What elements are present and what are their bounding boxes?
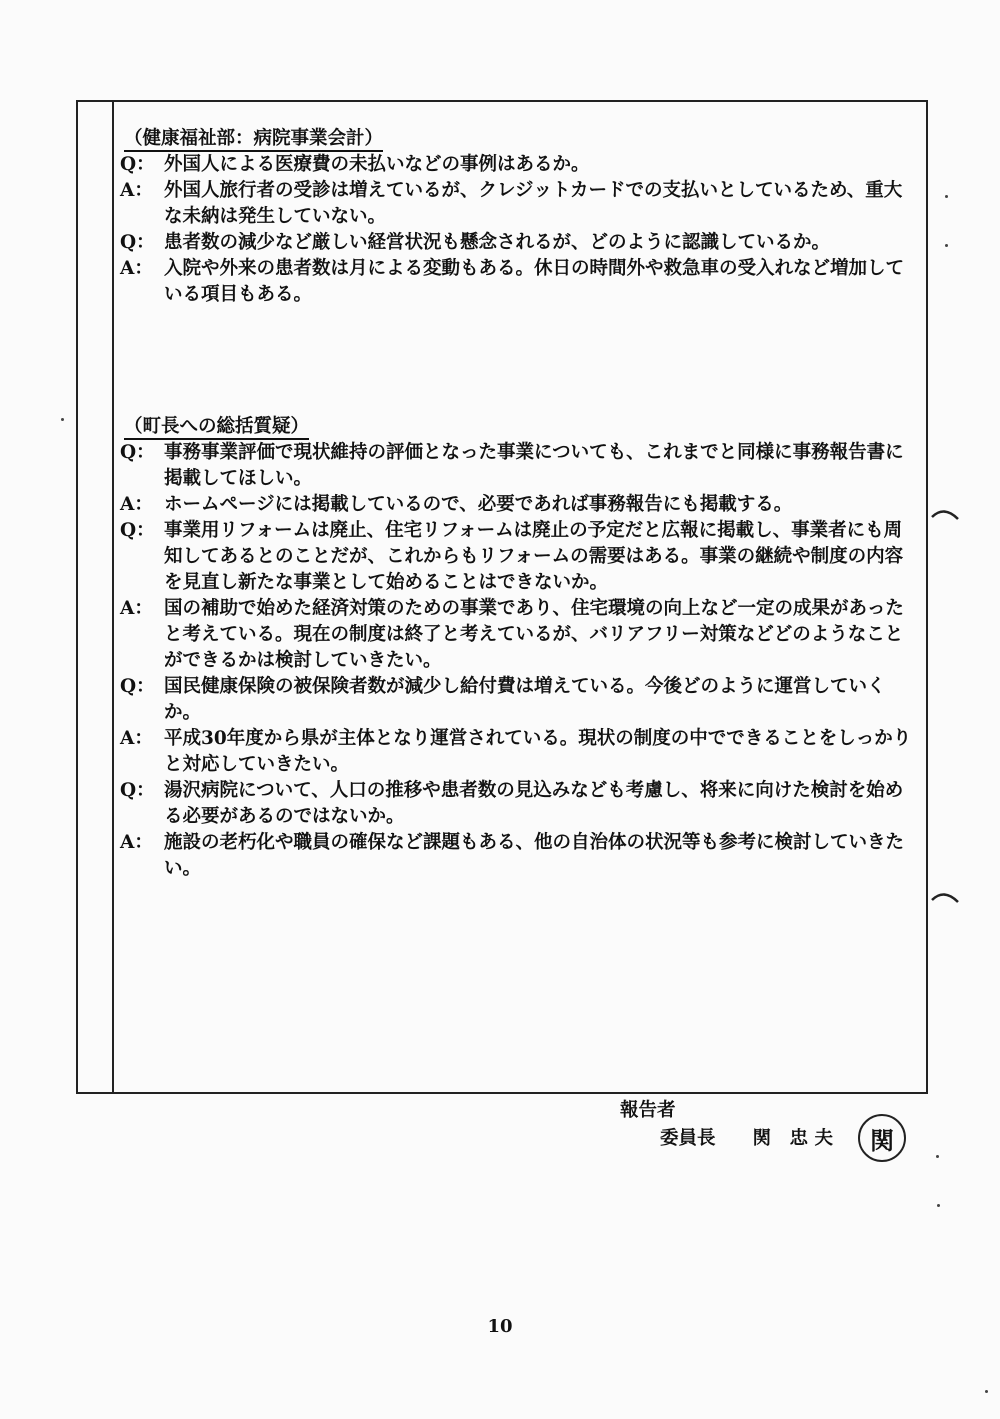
- reporter-signature-line: [660, 1126, 833, 1152]
- document-body: [120, 126, 920, 882]
- qa-item: [120, 726, 920, 778]
- section-mayor-questions: [120, 414, 920, 882]
- qa-item: [120, 492, 920, 518]
- qa-text: 湯沢病院について、人口の推移や患者数の見込みなども考慮し、将来に向けた検討を始める必要があるのではないか。: [164, 780, 904, 827]
- section-heading: （健康福祉部：病院事業会計）: [124, 128, 383, 152]
- qa-text: 外国人による医療費の未払いなどの事例はあるか。: [164, 154, 590, 175]
- qa-item: [120, 178, 920, 230]
- qa-label: A：: [120, 728, 153, 749]
- qa-label: Q：: [120, 154, 155, 175]
- qa-label: A：: [120, 494, 153, 515]
- qa-item: [120, 674, 920, 726]
- qa-label: Q：: [120, 676, 155, 697]
- section-hospital: [120, 126, 920, 308]
- qa-label: A：: [120, 598, 153, 619]
- frame-margin-line: [112, 100, 114, 1094]
- reporter-block: [620, 1098, 833, 1152]
- qa-text: 患者数の減少など厳しい経営状況も懸念されるが、どのように認識しているか。: [164, 232, 831, 253]
- qa-text: 事業用リフォームは廃止、住宅リフォームは廃止の予定だと広報に掲載し、事業者にも周知してあるとのことだが、これからもリフォームの需要はある。事業の継続や制度の内容を見直し新たな事業として始めることはできないか。: [164, 520, 904, 593]
- qa-item: [120, 152, 920, 178]
- qa-item: [120, 596, 920, 674]
- qa-label: A：: [120, 832, 153, 853]
- seal-character: 関: [870, 1125, 894, 1155]
- qa-text: 外国人旅行者の受診は増えているが、クレジットカードでの支払いとしているため、重大な未納は発生していない。: [164, 180, 903, 227]
- qa-label: Q：: [120, 520, 155, 541]
- reporter-name: 関 忠 夫: [752, 1128, 833, 1149]
- scan-speck: [945, 244, 948, 247]
- qa-item: [120, 778, 920, 830]
- qa-label: Q：: [120, 780, 155, 801]
- qa-text: 平成30年度から県が主体となり運営されている。現状の制度の中でできることをしっかりと対応していきたい。: [164, 728, 912, 775]
- qa-text: 国民健康保険の被保険者数が減少し給付費は増えている。今後どのように運営していくか。: [164, 676, 886, 723]
- hanko-seal: [858, 1114, 906, 1162]
- reporter-role: 委員長: [660, 1128, 716, 1149]
- qa-label: Q：: [120, 232, 155, 253]
- qa-item: [120, 230, 920, 256]
- section-heading: （町長への総括質疑）: [124, 416, 309, 440]
- qa-item: [120, 518, 920, 596]
- qa-label: A：: [120, 258, 153, 279]
- scan-speck: [937, 1204, 940, 1207]
- scan-speck: [61, 418, 64, 421]
- binder-hole-mark: [930, 503, 960, 525]
- reporter-label: 報告者: [620, 1100, 676, 1121]
- qa-item: [120, 256, 920, 308]
- qa-text: ホームページには掲載しているので、必要であれば事務報告にも掲載する。: [164, 494, 793, 515]
- qa-text: 事務事業評価で現状維持の評価となった事業についても、これまでと同様に事務報告書に掲載してほしい。: [164, 442, 904, 489]
- qa-label: A：: [120, 180, 153, 201]
- section-spacer: [120, 308, 920, 414]
- qa-item: [120, 830, 920, 882]
- scan-speck: [985, 1390, 988, 1393]
- page-number: 10: [487, 1316, 513, 1337]
- qa-label: Q：: [120, 442, 155, 463]
- qa-text: 入院や外来の患者数は月による変動もある。休日の時間外や救急車の受入れなど増加している項目もある。: [164, 258, 905, 305]
- qa-text: 施設の老朽化や職員の確保など課題もある、他の自治体の状況等も参考に検討していきたい。: [164, 832, 905, 879]
- binder-hole-mark: [930, 886, 960, 908]
- scan-speck: [936, 1155, 939, 1158]
- qa-item: [120, 440, 920, 492]
- qa-text: 国の補助で始めた経済対策のための事業であり、住宅環境の向上など一定の成果があったと考えている。現在の制度は終了と考えているが、バリアフリー対策などどのようなことができるかは検討していきたい。: [164, 598, 904, 671]
- scan-speck: [945, 195, 948, 198]
